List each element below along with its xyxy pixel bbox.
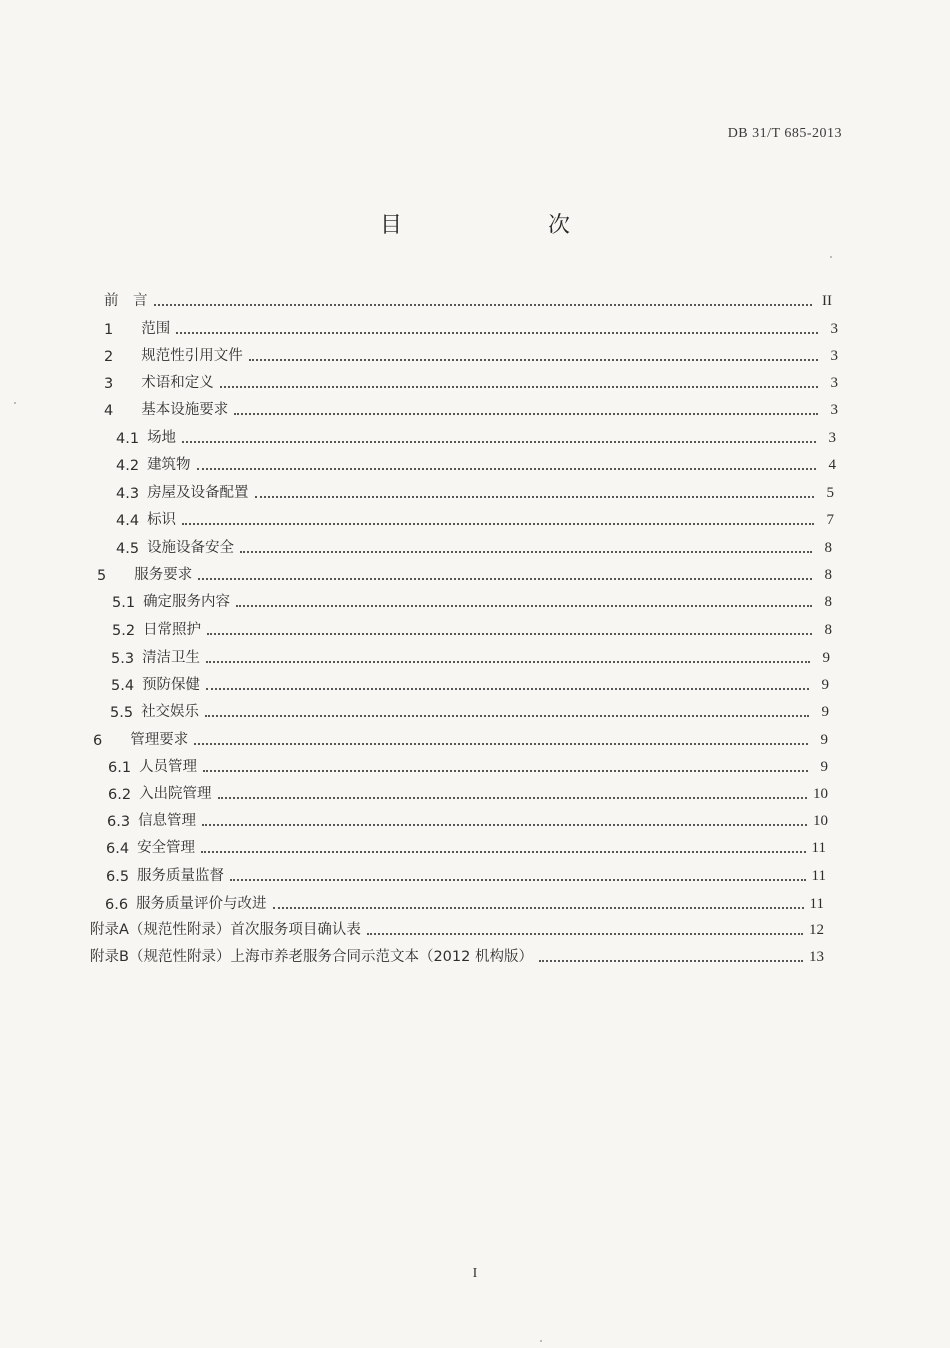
toc-leader-dots: [203, 770, 808, 772]
toc-leader-dots: [206, 688, 809, 690]
toc-entry-page: 3: [830, 375, 838, 391]
toc-entry-number: 6.5: [106, 869, 130, 885]
toc-entry-number: 6: [93, 733, 103, 749]
toc-entry[interactable]: [112, 589, 832, 611]
toc-entry-label: 标识: [147, 512, 177, 528]
toc-entry-page: 11: [811, 868, 826, 884]
toc-leader-dots: [198, 578, 812, 580]
standard-code: DB 31/T 685-2013: [727, 126, 842, 141]
toc-entry[interactable]: [90, 944, 824, 966]
toc-entry[interactable]: [108, 781, 828, 803]
scan-speck: [540, 1340, 542, 1342]
scan-speck: [14, 402, 16, 404]
toc-entry-page: 9: [820, 759, 828, 775]
toc-entry[interactable]: [104, 397, 838, 419]
toc-entry-label: 场地: [147, 430, 177, 446]
toc-entry-page: 3: [830, 402, 838, 418]
toc-entry-page: 9: [821, 704, 829, 720]
toc-entry-page: 8: [824, 567, 832, 583]
toc-entry[interactable]: [116, 452, 836, 474]
toc-entry-label: 服务质量监督: [137, 868, 225, 884]
toc-entry[interactable]: [93, 727, 828, 749]
toc-entry-page: 9: [820, 732, 828, 748]
toc-entry-label: 建筑物: [147, 457, 191, 473]
toc-entry-number: 附录A（规范性附录）首次服务项目确认表: [90, 922, 361, 938]
toc-entry-page: 9: [822, 650, 830, 666]
toc-entry[interactable]: [104, 370, 838, 392]
toc-entry[interactable]: [110, 699, 829, 721]
toc-leader-dots: [240, 551, 812, 553]
toc-entry-page: 10: [813, 786, 828, 802]
toc-entry[interactable]: [106, 835, 826, 857]
toc-entry-page: II: [822, 293, 832, 309]
toc-entry[interactable]: [116, 535, 832, 557]
toc-entry-label: 管理要求: [130, 732, 189, 748]
toc-leader-dots: [206, 661, 810, 663]
toc-entry-page: 8: [824, 622, 832, 638]
toc-leader-dots: [230, 879, 805, 881]
toc-leader-dots: [207, 633, 812, 635]
toc-leader-dots: [249, 359, 818, 361]
toc-entry-page: 4: [828, 457, 836, 473]
toc-entry-number: 6.2: [108, 787, 132, 803]
toc-entry-page: 11: [809, 896, 824, 912]
toc-entry-number: 5.2: [112, 623, 136, 639]
toc-entry-label: 清洁卫生: [142, 650, 201, 666]
toc-entry-number: 附录B（规范性附录）上海市养老服务合同示范文本（2012 机构版）: [90, 949, 533, 965]
toc-entry-number: 4.5: [116, 541, 140, 557]
toc-entry-label: 规范性引用文件: [141, 348, 243, 364]
toc-entry-label: 设施设备安全: [147, 540, 235, 556]
toc-entry-page: 3: [830, 321, 838, 337]
toc-entry[interactable]: [107, 808, 828, 830]
toc-leader-dots: [273, 907, 804, 909]
toc-entry[interactable]: [108, 754, 828, 776]
toc-entry-number: 4.2: [116, 458, 140, 474]
toc-entry-number: 3: [104, 376, 114, 392]
toc-entry-number: 4.4: [116, 513, 140, 529]
toc-entry-number: 6.3: [107, 814, 131, 830]
toc-leader-dots: [255, 496, 814, 498]
toc-entry-label: 范围: [141, 321, 171, 337]
scan-speck: [830, 256, 832, 258]
toc-entry-label: 人员管理: [139, 759, 198, 775]
toc-entry-label: 房屋及设备配置: [147, 485, 249, 501]
toc-entry[interactable]: [104, 288, 832, 310]
toc-entry-page: 13: [809, 949, 824, 965]
toc-entry-number: 5.3: [111, 651, 135, 667]
toc-entry-number: 6.6: [105, 897, 129, 913]
toc-entry-page: 5: [826, 485, 834, 501]
toc-entry-page: 3: [830, 348, 838, 364]
toc-entry[interactable]: [104, 343, 838, 365]
toc-entry-page: 11: [811, 840, 826, 856]
toc-entry-number: 4: [104, 403, 114, 419]
page-title: 目 次: [379, 213, 632, 238]
toc-entry[interactable]: [90, 917, 824, 939]
toc-entry-number: 4.1: [116, 431, 140, 447]
toc-leader-dots: [220, 386, 818, 388]
toc-entry-page: 3: [828, 430, 836, 446]
toc-entry[interactable]: [112, 617, 832, 639]
toc-leader-dots: [176, 332, 818, 334]
toc-entry[interactable]: [116, 480, 834, 502]
toc-leader-dots: [201, 851, 805, 853]
toc-leader-dots: [367, 933, 803, 935]
toc-entry-label: 入出院管理: [139, 786, 212, 802]
toc-entry[interactable]: [106, 863, 826, 885]
toc-leader-dots: [234, 413, 818, 415]
toc-entry-number: 4.3: [116, 486, 140, 502]
toc-entry-page: 7: [826, 512, 834, 528]
toc-entry-label: 确定服务内容: [143, 594, 231, 610]
toc-leader-dots: [154, 304, 813, 306]
toc-entry-number: 5.1: [112, 595, 136, 611]
toc-entry[interactable]: [111, 672, 829, 694]
toc-entry-number: 5: [97, 568, 107, 584]
toc-entry-page: 9: [821, 677, 829, 693]
toc-entry-label: 日常照护: [143, 622, 202, 638]
toc-entry-label: 信息管理: [138, 813, 197, 829]
toc-entry-number: 5.5: [110, 705, 134, 721]
toc-entry-number: 2: [104, 349, 114, 365]
toc-entry-number: 6.4: [106, 841, 130, 857]
toc-leader-dots: [182, 523, 814, 525]
toc-entry-page: 12: [809, 922, 824, 938]
toc-leader-dots: [194, 743, 808, 745]
toc-entry-label: 服务质量评价与改进: [136, 896, 267, 912]
toc-entry[interactable]: [104, 316, 838, 338]
toc-entry-label: 术语和定义: [141, 375, 214, 391]
toc-entry-page: 8: [824, 540, 832, 556]
toc-entry[interactable]: [116, 507, 834, 529]
toc-leader-dots: [236, 605, 812, 607]
toc-entry-number: 6.1: [108, 760, 132, 776]
toc-entry[interactable]: [116, 425, 836, 447]
toc-leader-dots: [182, 441, 816, 443]
toc-leader-dots: [539, 960, 803, 962]
toc-entry-label: 预防保健: [142, 677, 201, 693]
toc-entry-number: 前 言: [104, 293, 148, 309]
toc-entry-label: 社交娱乐: [141, 704, 200, 720]
toc-entry-label: 服务要求: [134, 567, 193, 583]
toc-entry-page: 8: [824, 594, 832, 610]
toc-entry-number: 5.4: [111, 678, 135, 694]
toc-entry-label: 基本设施要求: [141, 402, 229, 418]
toc-entry-page: 10: [813, 813, 828, 829]
page-number: I: [472, 1266, 478, 1281]
toc-entry[interactable]: [97, 562, 832, 584]
toc-entry-label: 安全管理: [137, 840, 196, 856]
toc-leader-dots: [218, 797, 807, 799]
toc-leader-dots: [197, 468, 816, 470]
toc-entry-number: 1: [104, 322, 114, 338]
toc-leader-dots: [205, 715, 809, 717]
toc-entry[interactable]: [111, 645, 830, 667]
toc-entry[interactable]: [105, 891, 824, 913]
toc-leader-dots: [202, 824, 807, 826]
